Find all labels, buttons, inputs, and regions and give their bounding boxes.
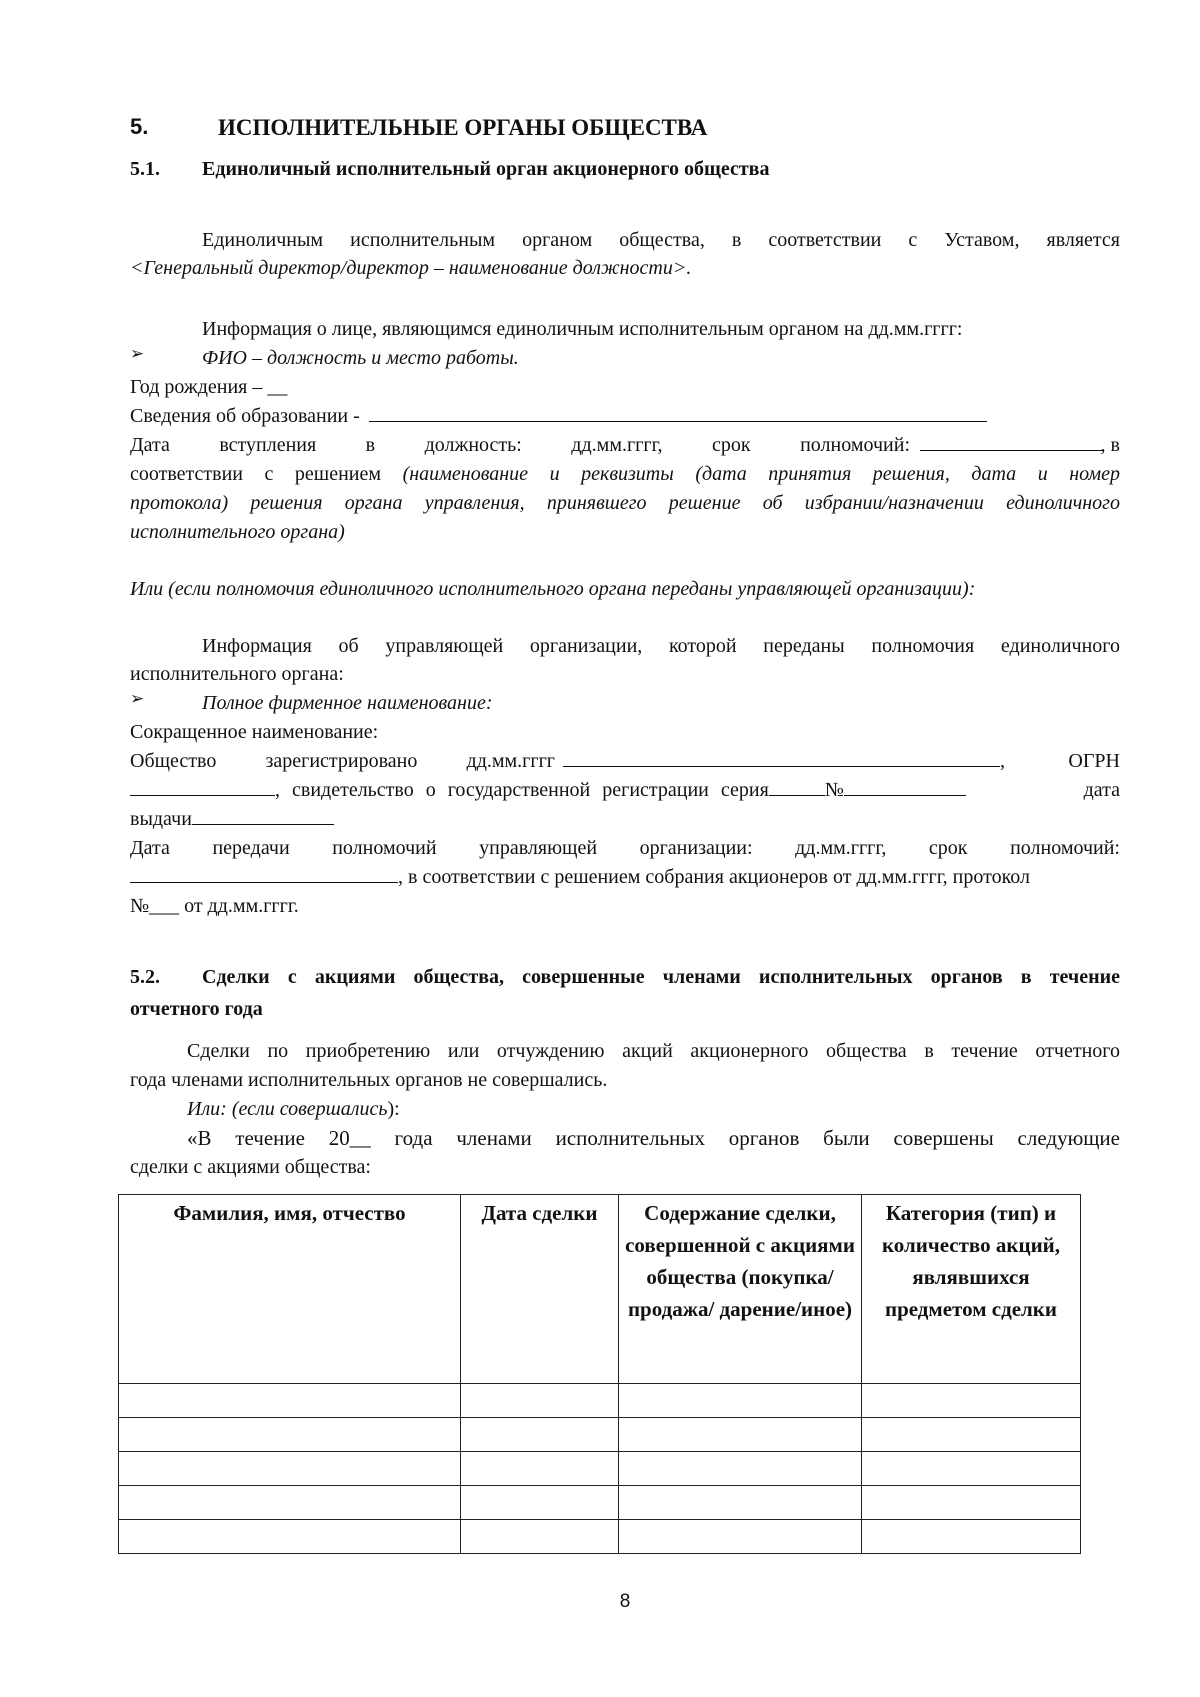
table-cell[interactable] [862, 1486, 1081, 1520]
info-lead: Информация о лице, являющимся единоличным исполнительным органом на дд.мм.гггг: [202, 318, 963, 340]
registration-line [130, 747, 1120, 775]
table-cell[interactable] [119, 1452, 461, 1486]
table-cell[interactable] [119, 1486, 461, 1520]
term-field[interactable] [920, 432, 1103, 451]
issue-date-field[interactable] [192, 806, 334, 825]
issued-label: выдачи [130, 808, 192, 830]
mgmt-lead-2: исполнительного органа: [130, 663, 344, 685]
column-header-date: Дата сделки [461, 1195, 619, 1384]
section-title: ИСПОЛНИТЕЛЬНЫЕ ОРГАНЫ ОБЩЕСТВА [218, 115, 708, 140]
bullet-arrow-icon: ➢ [130, 344, 145, 363]
issue-date-label: дата [1083, 779, 1120, 801]
table-cell[interactable] [461, 1452, 619, 1486]
table-row [119, 1418, 1081, 1452]
table-row [119, 1384, 1081, 1418]
bullet-fullname: Полное фирменное наименование: [202, 692, 493, 714]
section-heading [130, 114, 708, 140]
table-cell[interactable] [862, 1520, 1081, 1554]
ogrn-field[interactable] [130, 777, 275, 796]
bullet-fio: ФИО – должность и место работы. [202, 347, 519, 369]
table-cell[interactable] [119, 1418, 461, 1452]
column-header-content: Содержание сделки, совершенной с акциями общества (покупка/продажа/ дарение/иное) [619, 1195, 862, 1384]
transfer-term-field[interactable] [130, 864, 398, 883]
intro-line-1: Единоличным исполнительным органом общества, в соответствии с Уставом, является [202, 229, 1120, 251]
protocol-number: №___ от дд.мм.гггг. [130, 895, 299, 917]
table-cell[interactable] [461, 1384, 619, 1418]
deals-line-2: сделки с акциями общества: [130, 1156, 371, 1178]
decision-line-2: протокола) решения органа управления, принявшего решение об избрании/назначении единоличного [130, 492, 1120, 514]
table-cell[interactable] [119, 1520, 461, 1554]
table-cell[interactable] [619, 1520, 862, 1554]
table-row [119, 1452, 1081, 1486]
sub2-para-1: Сделки по приобретению или отчуждению акций акционерного общества в течение отчетного [187, 1040, 1120, 1062]
transfer-line: Дата передачи полномочий управляющей организации: дд.мм.гггг, срок полномочий: [130, 837, 1120, 859]
entry-date-text: Дата вступления в должность: дд.мм.гггг, срок полномочий: [130, 434, 910, 456]
table-cell[interactable] [619, 1384, 862, 1418]
series-field[interactable] [769, 777, 825, 796]
mgmt-lead-1: Информация об управляющей организации, которой переданы полномочия единоличного [202, 635, 1120, 657]
alt-prefix: Или: [187, 1098, 227, 1120]
education-label: Сведения об образовании - [130, 405, 360, 427]
sub2-para-2: года членами исполнительных органов не совершались. [130, 1069, 608, 1091]
table-cell[interactable] [619, 1418, 862, 1452]
subsection-title: Единоличный исполнительный орган акционерного общества [202, 158, 770, 180]
table-cell[interactable] [461, 1486, 619, 1520]
bullet-arrow-icon: ➢ [130, 689, 145, 708]
alt-note: Или (если полномочия единоличного исполнительного органа переданы управляющей организации): [130, 578, 976, 600]
certificate-line [130, 776, 1120, 804]
decision-lead: соответствии с решением [130, 463, 382, 485]
table-row [119, 1520, 1081, 1554]
birth-year: Год рождения – __ [130, 376, 288, 398]
table-cell[interactable] [619, 1486, 862, 1520]
table-cell[interactable] [862, 1452, 1081, 1486]
certificate-text: , свидетельство о государственной регистрации серия [275, 779, 769, 801]
number-sign: № [824, 779, 844, 801]
alt-close: ): [387, 1098, 400, 1120]
subsection-number: 5.2. [130, 966, 160, 988]
reg-label: Общество зарегистрировано дд.мм.гггг [130, 750, 555, 772]
table-cell[interactable] [862, 1384, 1081, 1418]
entry-date-end: , в [1100, 434, 1120, 456]
certificate-number-field[interactable] [844, 777, 966, 796]
subsection-number: 5.1. [130, 158, 160, 180]
issued-line [130, 805, 1120, 833]
table-cell[interactable] [461, 1520, 619, 1554]
subsection-title-1: Сделки с акциями общества, совершенные членами исполнительных органов в течение [202, 966, 1120, 988]
section-number: 5. [130, 114, 149, 139]
transfer-decision: , в соответствии с решением собрания акционеров от дд.мм.гггг, протокол [398, 866, 1031, 888]
registration-field[interactable] [563, 748, 1000, 767]
education-field[interactable] [369, 403, 987, 422]
entry-date-line [130, 431, 1120, 459]
ogrn-label: ОГРН [1068, 750, 1120, 772]
short-name: Сокращенное наименование: [130, 721, 379, 743]
deals-table [118, 1194, 1081, 1554]
table-cell[interactable] [461, 1418, 619, 1452]
subsection-title-2: отчетного года [130, 998, 263, 1020]
intro-line-2: <Генеральный директор/директор – наименование должности>. [130, 257, 692, 279]
table-cell[interactable] [862, 1418, 1081, 1452]
alt-rest: (если совершались [231, 1098, 388, 1120]
table-row [119, 1486, 1081, 1520]
column-header-name: Фамилия, имя, отчество [119, 1195, 461, 1384]
decision-italic-1: (наименование и реквизиты (дата принятия решения, дата и номер [402, 463, 1121, 485]
education-line [130, 402, 1120, 430]
alt-deals-note [187, 1095, 1120, 1123]
decision-line-3: исполнительного органа) [130, 521, 345, 543]
column-header-category: Категория (тип) и количество акций, являвшихся предметом сделки [862, 1195, 1081, 1384]
decision-line-1 [130, 460, 1120, 488]
transfer-decision-line [130, 863, 1120, 891]
table-cell[interactable] [119, 1384, 461, 1418]
deals-line-1: «В течение 20__ года членами исполнительных органов были совершены следующие [187, 1126, 1120, 1150]
table-header-row [119, 1195, 1081, 1384]
page-number: 8 [619, 1591, 631, 1612]
reg-comma: , [1000, 750, 1005, 772]
table-cell[interactable] [619, 1452, 862, 1486]
